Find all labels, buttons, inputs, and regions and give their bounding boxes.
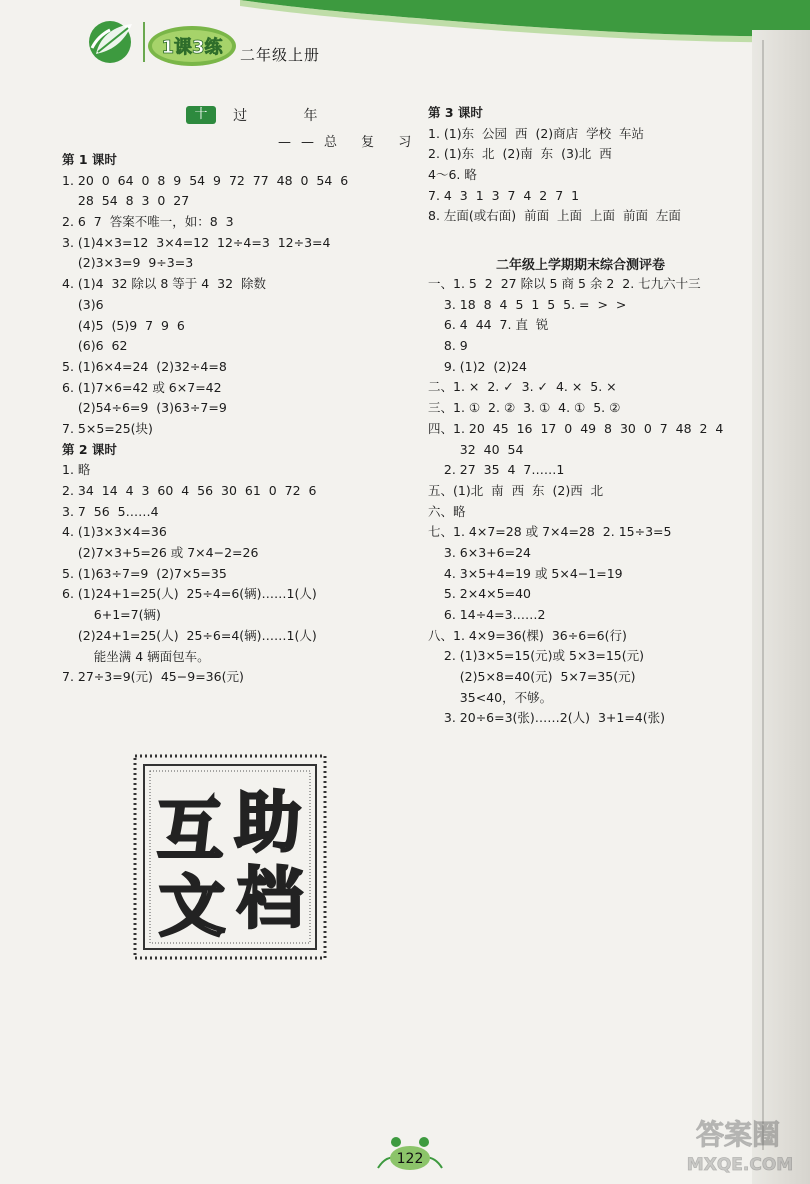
answer-line: (6)6 62 (62, 338, 128, 354)
answer-line: 3. 20÷6=3(张)……2(人) 3+1=4(张) (428, 710, 666, 726)
answer-line: 28 54 8 3 0 27 (62, 193, 190, 209)
answer-line: 4. (1)4 32 除以 8 等于 4 32 除数 (62, 276, 267, 292)
answer-line: 2. (1)3×5=15(元)或 5×3=15(元) (428, 648, 644, 664)
answer-line: (2)3×3=9 9÷3=3 (62, 255, 194, 271)
right-column (428, 103, 681, 227)
stamp-char-wen: 文 (159, 868, 225, 945)
exam-lines (428, 274, 723, 729)
answer-line: 三、1. ① 2. ② 3. ① 4. ① 5. ② (428, 400, 621, 416)
answer-line: 4. 3×5+4=19 或 5×4−1=19 (428, 565, 623, 581)
answer-line: 2. 6 7 答案不唯一，如：8 3 (62, 214, 234, 230)
answer-line: 二、1. × 2. ✓ 3. ✓ 4. × 5. × (428, 379, 617, 395)
answer-line: 五、(1)北 南 西 东 (2)西 北 (428, 482, 604, 498)
page-number-badge (370, 1128, 450, 1176)
answer-line: 一、1. 5 2 27 除以 5 商 5 余 2 2. 七九六十三 (428, 276, 701, 291)
answer-line: 6. (1)7×6=42 或 6×7=42 (62, 379, 222, 395)
page-edge-line (762, 40, 764, 1150)
grade-label: 二年级上册 (240, 46, 321, 64)
answer-line: 9. (1)2 (2)24 (428, 358, 528, 374)
lesson2-lines (62, 460, 348, 688)
answer-line: (2)24+1=25(人) 25÷6=4(辆)……1(人) (62, 627, 317, 643)
answer-line: 七、1. 4×7=28 或 7×4=28 2. 15÷3=5 (428, 524, 672, 540)
answer-line: (4)5 (5)9 7 9 6 (62, 317, 185, 333)
exam-answers (428, 274, 723, 729)
chapter-subtitle: ——总 复 习 (278, 135, 422, 150)
answer-line: 2. 34 14 4 3 60 4 56 30 61 0 72 6 (62, 483, 317, 498)
answer-line: 35<40，不够。 (428, 689, 553, 705)
answer-line: 2. 27 35 4 7……1 (428, 462, 565, 478)
answer-line: 能坐满 4 辆面包车。 (62, 648, 210, 664)
svg-text:122: 122 (396, 1151, 424, 1167)
lesson1-heading: 第 1 课时 (62, 152, 117, 167)
answer-line: 6. 14÷4=3……2 (428, 607, 546, 622)
answer-line: 3. (1)4×3=12 3×4=12 12÷4=3 12÷3=4 (62, 234, 331, 250)
chapter-heading (186, 104, 344, 124)
svg-text:答案圈: 答案圈 (695, 1118, 781, 1151)
answer-line: (3)6 (62, 296, 104, 312)
answer-line: 7. 27÷3=9(元) 45−9=36(元) (62, 669, 244, 685)
answer-line: 1. (1)东 公园 西 (2)商店 学校 车站 (428, 125, 645, 141)
answer-line: (2)5×8=40(元) 5×7=35(元) (428, 669, 636, 685)
svg-text:1课3练: 1课3练 (161, 37, 223, 58)
answer-line: 7. 4 3 1 3 7 4 2 7 1 (428, 187, 580, 203)
stamp-char-zhu: 助 (235, 784, 301, 861)
page-edge-shadow (752, 30, 810, 1184)
stamp-char-hu: 互 (157, 792, 223, 869)
answer-line: 2. (1)东 北 (2)南 东 (3)北 西 (428, 146, 612, 162)
chapter-title: 过 年 (233, 107, 344, 124)
answer-line: 6. (1)24+1=25(人) 25÷4=6(辆)……1(人) (62, 586, 317, 602)
chapter-number-badge: 十 (186, 106, 216, 124)
answer-line: 8. 左面(或右面) 前面 上面 上面 前面 左面 (428, 208, 681, 224)
answer-line: 5. (1)63÷7=9 (2)7×5=35 (62, 565, 227, 581)
answer-line: 4. (1)3×3×4=36 (62, 524, 167, 540)
answer-line: 6+1=7(辆) (62, 607, 161, 623)
answer-line: 1. 20 0 64 0 8 9 54 9 72 77 48 0 54 6 (62, 172, 349, 188)
mutual-aid-stamp (132, 753, 328, 961)
answer-line: 7. 5×5=25(块) (62, 420, 153, 436)
answer-line: 6. 4 44 7. 直 锐 (428, 317, 549, 333)
answer-line: (2)7×3+5=26 或 7×4−2=26 (62, 545, 259, 561)
lesson3-heading: 第 3 课时 (428, 105, 483, 120)
lesson1-lines (62, 171, 348, 440)
answer-line: 8. 9 (428, 338, 468, 354)
answer-line: 3. 18 8 4 5 1 5 5. = > > (428, 296, 627, 312)
answer-line: 5. (1)6×4=24 (2)32÷4=8 (62, 358, 227, 374)
exam-title: 二年级上学期期末综合测评卷 (496, 258, 666, 273)
answer-line: 六、略 (428, 503, 466, 519)
answer-line: 1. 略 (62, 462, 91, 478)
stamp-char-dang: 档 (237, 860, 303, 937)
answer-line: 4～6. 略 (428, 167, 477, 183)
answer-line: 3. 6×3+6=24 (428, 544, 531, 560)
logo-divider (143, 22, 145, 62)
svg-text:MXQE.COM: MXQE.COM (686, 1155, 794, 1175)
lesson2-heading: 第 2 课时 (62, 441, 117, 457)
site-watermark (676, 1112, 804, 1178)
answer-line: 3. 7 56 5……4 (62, 503, 159, 519)
answer-line: (2)54÷6=9 (3)63÷7=9 (62, 400, 227, 416)
answer-line: 32 40 54 (428, 441, 524, 457)
lesson3-lines (428, 124, 681, 227)
brand-logo (146, 22, 238, 68)
answer-line: 四、1. 20 45 16 17 0 49 8 30 0 7 48 2 4 (428, 420, 724, 436)
leaf-logo-icon (86, 18, 138, 66)
answer-line: 5. 2×4×5=40 (428, 586, 531, 602)
left-column (62, 150, 348, 688)
answer-line: 八、1. 4×9=36(棵) 36÷6=6(行) (428, 627, 627, 643)
